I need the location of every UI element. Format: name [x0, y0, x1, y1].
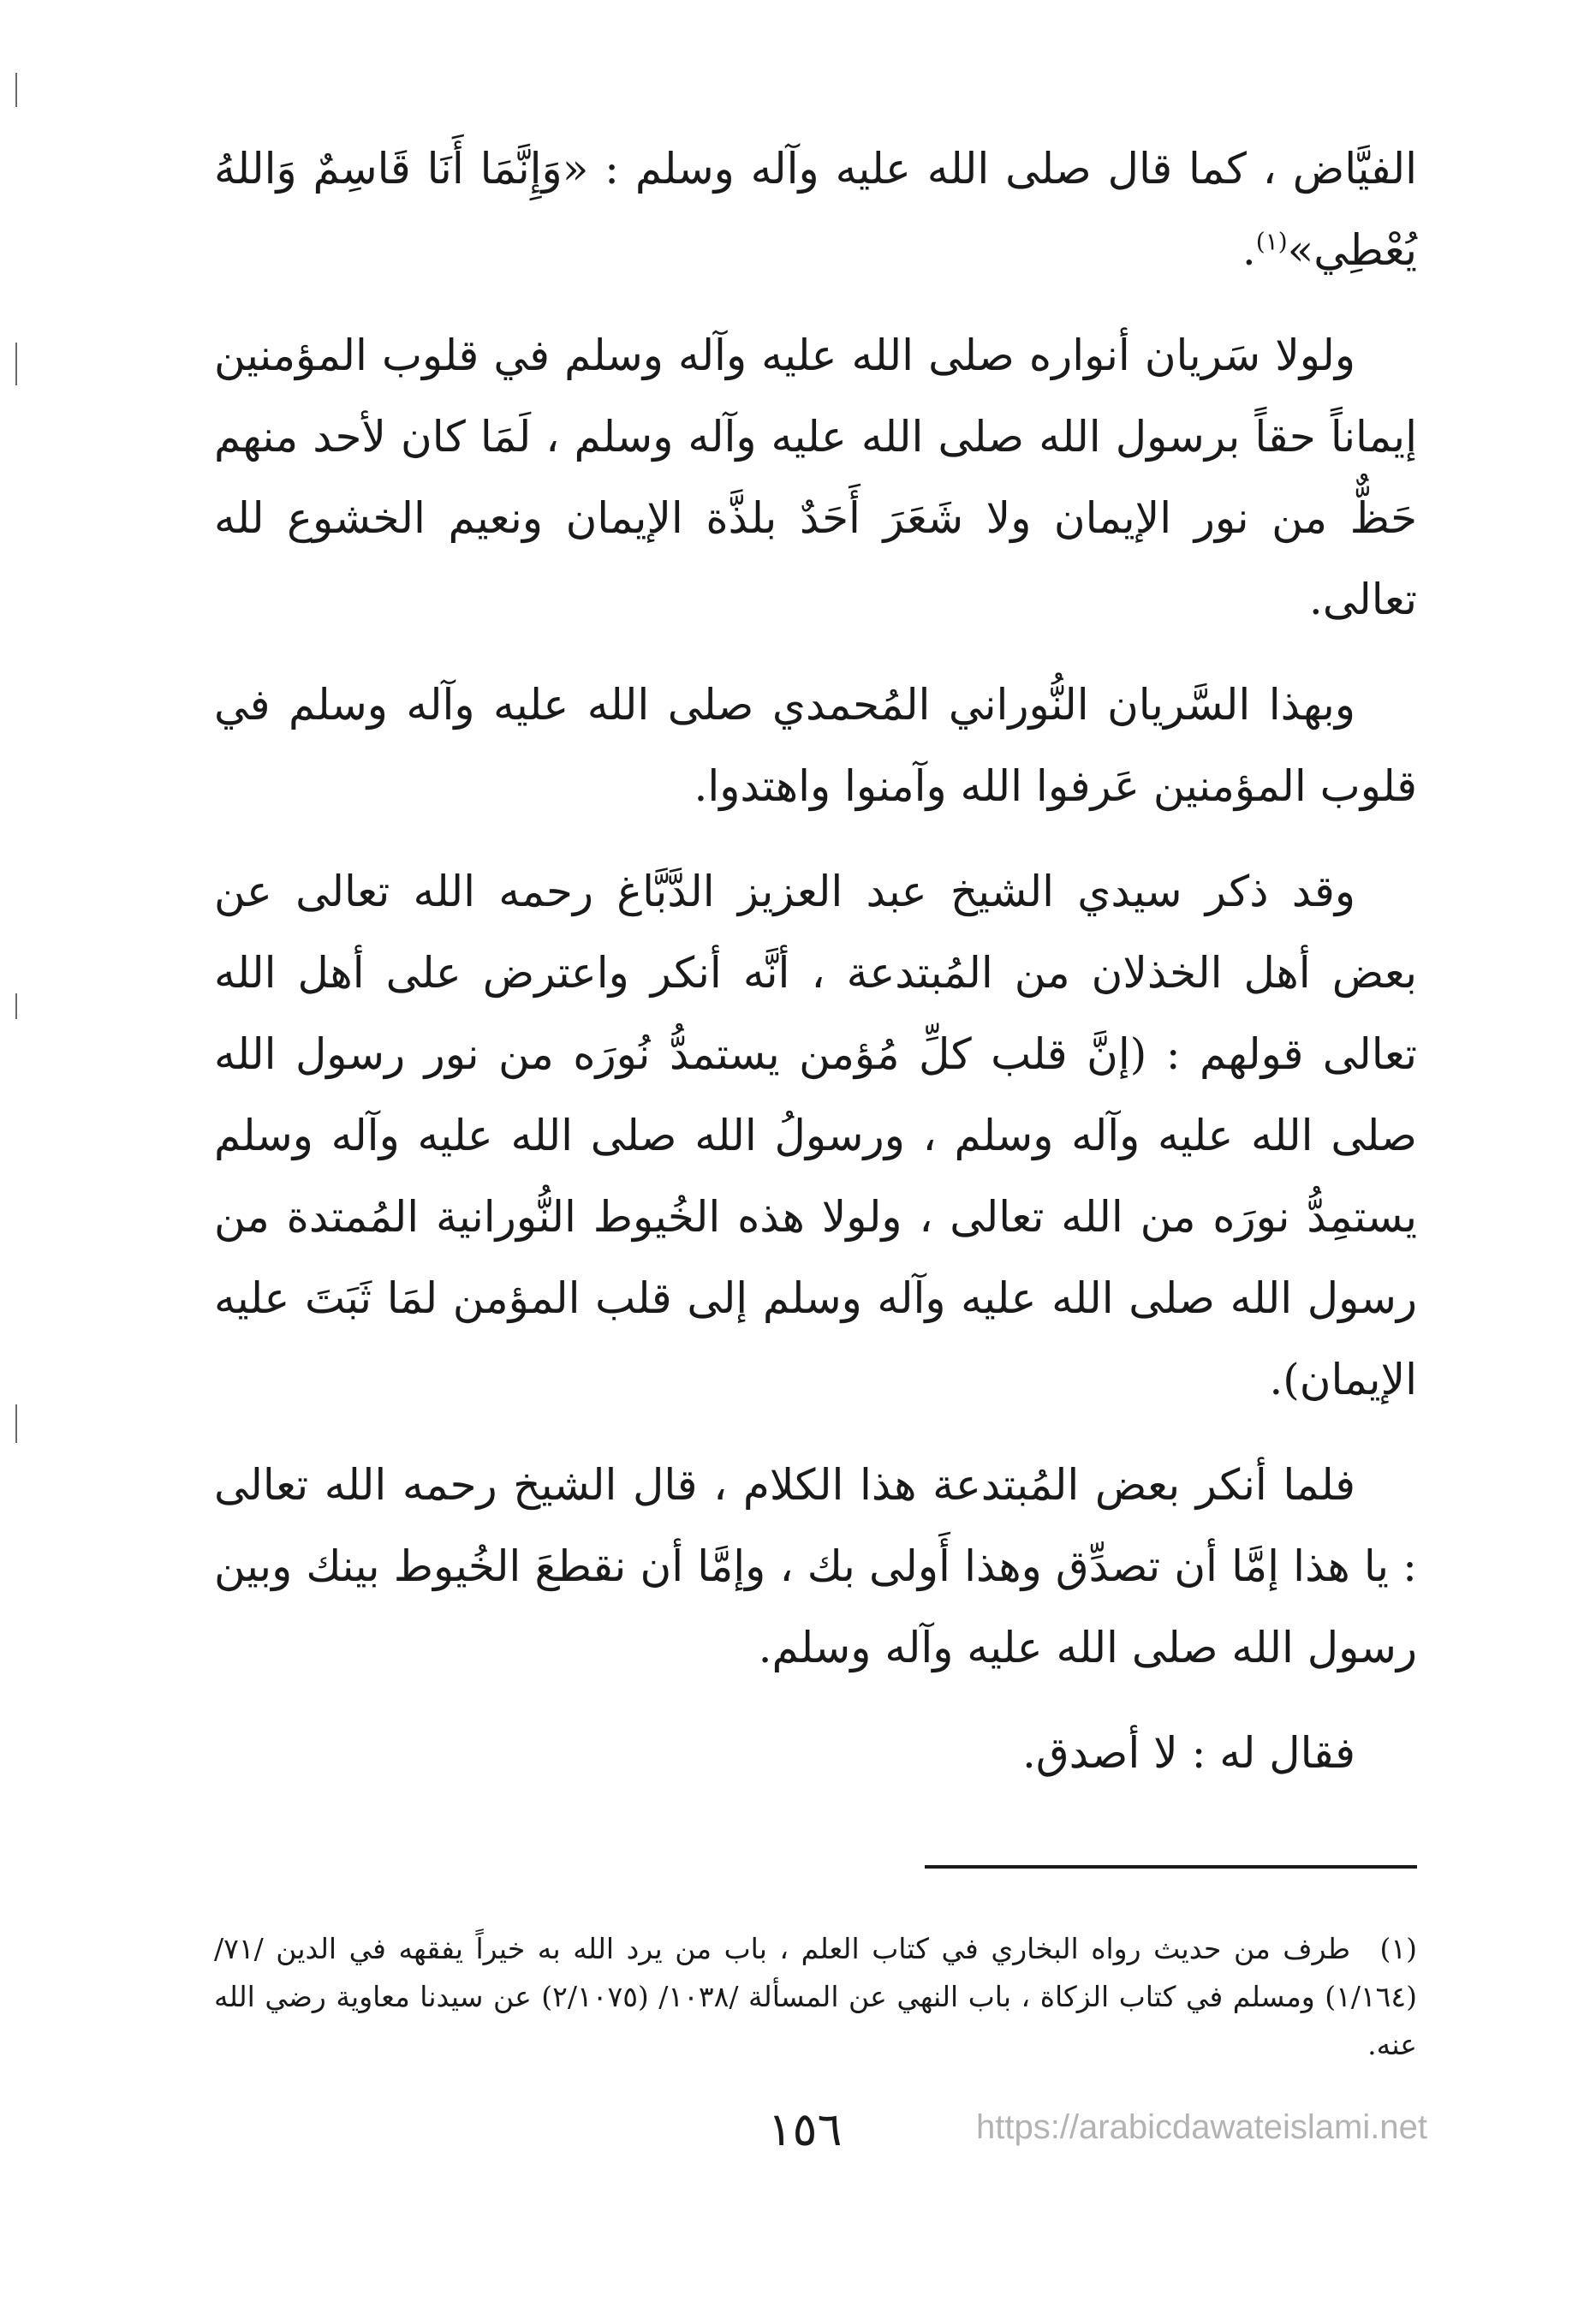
page-number: ١٥٦ — [767, 2102, 843, 2156]
paragraph: فلما أنكر بعض المُبتدعة هذا الكلام ، قال الشيخ رحمه الله تعالى : يا هذا إمَّا أن تصدِّق وهذا أَولى بك ، وإمَّا أن نقطعَ الخُيوط بينك وبين رسول الله صلى الله عليه وآله وسلم. — [214, 1460, 1417, 1672]
paragraph: وقد ذكر سيدي الشيخ عبد العزيز الدَّبَّاغ رحمه الله تعالى عن بعض أهل الخذلان من المُبتدعة ، أنَّه أنكر واعترض على أهل الله تعالى قولهم : (إنَّ قلب كلِّ مُؤمن يستمدُّ نُورَه من نور رسول الله صلى الله عليه وآله وسلم ، ورسولُ الله صلى الله عليه وآله وسلم يستمِدُّ نورَه من الله تعالى ، ولولا هذه الخُيوط النُّورانية المُمتدة من رسول الله صلى الله عليه وآله وسلم إلى قلب المؤمن لمَا ثَبَتَ عليه الإيمان). — [214, 867, 1417, 1404]
paragraph-text: الفيَّاض ، كما قال صلى الله عليه وآله وسلم : «وَإِنَّمَا أَنَا قَاسِمٌ وَاللهُ يُعْطِي» — [214, 144, 1417, 275]
footnote-text: طرف من حديث رواه البخاري في كتاب العلم ، باب من يرد الله به خيراً يفقهه في الدين /٧١/ (١/١٦٤) ومسلم في كتاب الزكاة ، باب النهي عن المسألة /١٠٣٨/ (٢/١٠٧٥) عن سيدنا معاوية رضي الله عنه. — [214, 1932, 1418, 2061]
scan-edge-mark — [15, 993, 17, 1019]
scan-edge-mark — [15, 1404, 17, 1443]
footnote — [214, 1925, 1417, 2069]
paragraph: فقال له : لا أصدق. — [1021, 1728, 1355, 1778]
watermark: https://arabicdawateislami.net — [976, 2108, 1427, 2146]
main-text — [214, 128, 1417, 1818]
footnote-reference: (١) — [1255, 227, 1288, 256]
scan-edge-mark — [15, 73, 17, 107]
paragraph: ولولا سَريان أنواره صلى الله عليه وآله وسلم في قلوب المؤمنين إيماناً حقاً برسول الله صلى الله عليه وآله وسلم ، لَمَا كان لأحد منهم حَظٌّ من نور الإيمان ولا شَعَرَ أَحَدٌ بلذَّة الإيمان ونعيم الخشوع لله تعالى. — [214, 331, 1417, 624]
footnote-number: (١) — [1379, 1932, 1417, 1965]
paragraph: الفيَّاض ، كما قال صلى الله عليه وآله وسلم : «وَإِنَّمَا أَنَا قَاسِمٌ وَاللهُ يُعْطِي»$^{(١)}$. — [214, 144, 1417, 275]
scan-edge-mark — [15, 343, 17, 385]
footnote-divider — [925, 1865, 1417, 1869]
paragraph: وبهذا السَّريان النُّوراني المُحمدي صلى الله عليه وآله وسلم في قلوب المؤمنين عَرفوا الله وآمنوا واهتدوا. — [214, 680, 1417, 811]
